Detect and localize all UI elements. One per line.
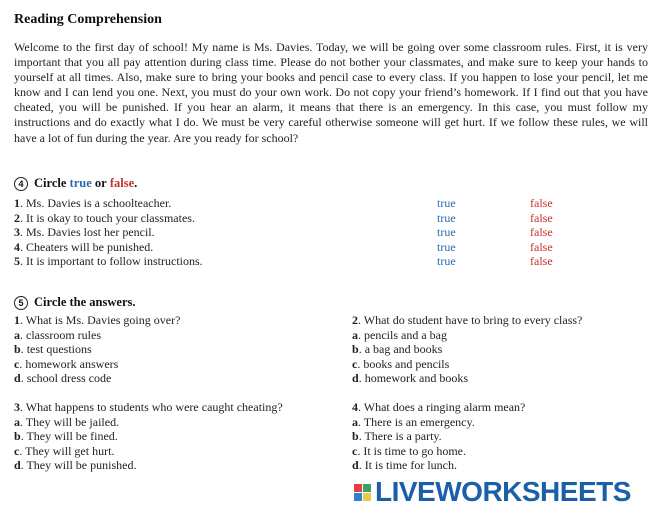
section-4-heading: 4 Circle true or false . (14, 176, 137, 191)
answer-option[interactable]: d. It is time for lunch. (352, 458, 458, 473)
false-option[interactable]: false (530, 225, 553, 239)
answer-option[interactable]: d. They will be punished. (14, 458, 137, 473)
answer-option[interactable]: b. a bag and books (352, 342, 443, 357)
answer-option[interactable]: a. They will be jailed. (14, 414, 120, 429)
section-5-number: 5 (14, 296, 28, 310)
answer-option[interactable]: b. They will be fined. (14, 429, 118, 444)
tf-question: 3. Ms. Davies lost her pencil. (14, 225, 155, 239)
false-option[interactable]: false (530, 210, 553, 225)
false-option[interactable]: false (530, 254, 553, 268)
true-option[interactable]: true (437, 210, 456, 225)
answer-option[interactable]: c. It is time to go home. (352, 443, 466, 458)
section-4-prefix: Circle (34, 176, 67, 190)
answer-option[interactable]: c. They will get hurt. (14, 443, 115, 458)
logo-icon (354, 484, 371, 501)
section-4-true-word: true (69, 176, 92, 190)
tf-question: 4. Cheaters will be punished. (14, 239, 154, 254)
tf-row (14, 254, 648, 269)
true-option[interactable]: true (437, 196, 456, 210)
section-4-number: 4 (14, 177, 28, 191)
logo-text: LIVEWORKSHEETS (375, 476, 631, 507)
logo-tile (354, 493, 362, 501)
question-block-3 (14, 400, 283, 473)
section-4-false-word: false (109, 176, 135, 190)
answer-option[interactable]: c. books and pencils (352, 356, 450, 371)
logo-tile (363, 493, 371, 501)
section-4-or-word: or (94, 176, 107, 190)
question-text: 3. What happens to students who were caught cheating? (14, 400, 283, 414)
tf-row (14, 225, 648, 240)
logo-tile (354, 484, 362, 492)
answer-option[interactable]: a. There is an emergency. (352, 414, 475, 429)
page-title: Reading Comprehension (14, 12, 162, 27)
answer-option[interactable]: b. test questions (14, 342, 92, 357)
answer-option[interactable]: b. There is a party. (352, 429, 442, 444)
true-option[interactable]: true (437, 239, 456, 254)
false-option[interactable]: false (530, 196, 553, 210)
tf-row (14, 211, 648, 226)
section-5-heading (14, 295, 135, 310)
tf-row (14, 240, 648, 255)
logo-tile (363, 484, 371, 492)
question-text: 4. What does a ringing alarm mean? (352, 400, 526, 414)
tf-question: 1. Ms. Davies is a schoolteacher. (14, 196, 172, 210)
answer-option[interactable]: a. classroom rules (14, 327, 101, 342)
question-block-2 (352, 313, 582, 386)
true-option[interactable]: true (437, 225, 456, 239)
tf-row (14, 196, 648, 211)
tf-question: 2. It is okay to touch your classmates. (14, 210, 195, 225)
section-5-heading-text: Circle the answers. (34, 295, 136, 309)
answer-option[interactable]: d. homework and books (352, 371, 469, 386)
false-option[interactable]: false (530, 239, 553, 254)
tf-question: 5. It is important to follow instructions. (14, 254, 203, 268)
true-option[interactable]: true (437, 254, 456, 268)
liveworksheets-logo (354, 478, 631, 506)
question-block-4 (352, 400, 525, 473)
answer-option[interactable]: c. homework answers (14, 356, 119, 371)
question-text: 2. What do student have to bring to every class? (352, 313, 583, 327)
answer-option[interactable]: d. school dress code (14, 371, 112, 386)
reading-passage: Welcome to the first day of school! My name is Ms. Davies. Today, we will be going over some classroom rules. First, it is very important that you all pay attention during class time. Please do not bother your classmates, and make sure to keep your hands to yourself at all times. Also, make sure to bring your books and pencil case to every class. If you happen to lose your pencil, let me know and I can lend you one. Next, you must do your own work. Do not copy your friend’s homework. If I find out that you have cheated, you will be punished. If you hear an alarm, it means that there is an emergency. In this case, you must follow my instructions and do exactly what I do. We must be very careful otherwise someone will get hurt. If we follow these rules, we will have a lot of fun during the year. Are you ready for school? (14, 40, 648, 145)
question-text: 1. What is Ms. Davies going over? (14, 313, 181, 327)
question-block-1 (14, 313, 180, 386)
answer-option[interactable]: a. pencils and a bag (352, 327, 447, 342)
